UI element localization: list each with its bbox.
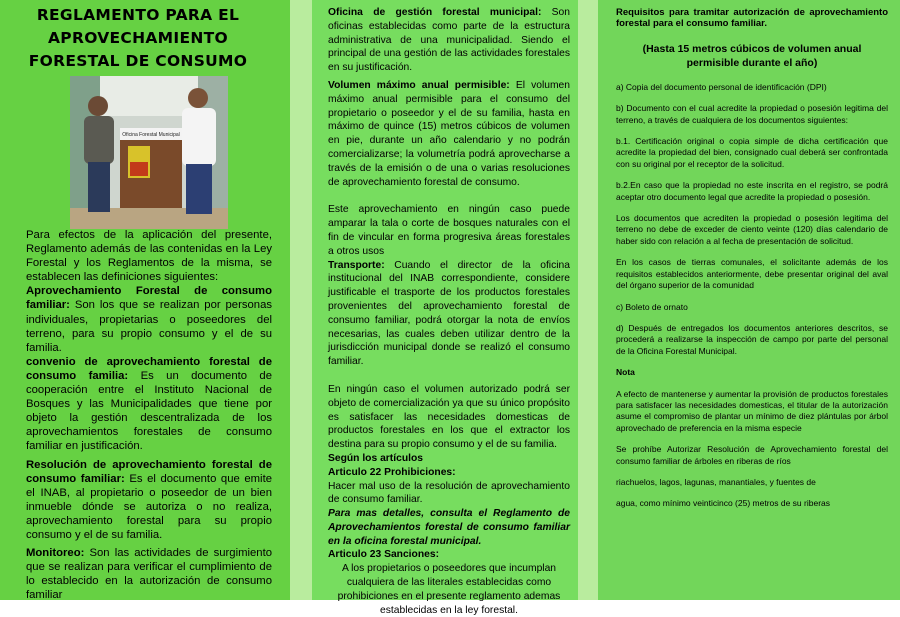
articulo-23-heading: Articulo 23 Sanciones:: [328, 549, 440, 561]
nota-label: Nota: [616, 367, 635, 378]
definition-consumo-familiar: Aprovechamiento Forestal de consumo familiar: Son los que se realizan por personas individuales, propietarias o poseedores del terreno, para su propio consumo y el de su familia.: [26, 285, 272, 354]
nota-item: riachuelos, lagos, lagunas, manantiales, y fuentes de: [616, 476, 816, 487]
brochure-title: REGLAMENTO PARA EL APROVECHAMIENTO FORESTAL DE CONSUMO: [28, 6, 248, 70]
office-sign-text: Oficina Forestal Municipal: [122, 132, 180, 138]
definitions-intro: Para efectos de la aplicación del presente, Reglamento además de las contenidas en la Ley Forestal y los Reglamentos de la misma, se establecen las definiciones siguientes:: [26, 229, 272, 284]
comercializacion-paragraph: En ningún caso el volumen autorizado podrá ser objeto de comercialización ya que su único propósito es satisfacer las necesidades domesticas de productos forestales en los que el extractor los destina para su propio consumo y el de su familia.: [328, 383, 570, 451]
requirement-item: b.1. Certificación original o copia simple de dicha certificación que acredite la propiedad del bien, consignado cual deberá ser confrontada con su original por el receptor de la solicitud.: [616, 136, 888, 169]
nota-item: Se prohíbe Autorizar Resolución de Aprovechamiento forestal del consumo familiar de árboles en riberas de ríos: [616, 444, 888, 466]
panel-right: [598, 0, 900, 600]
fold-gutter-left: [290, 0, 312, 600]
definition-monitoreo: Monitoreo: Son las actividades de surgimiento que se realizan para verificar el cumplimiento de lo establecido en la autorización de consumo familiar: [26, 547, 272, 602]
requirement-item: b) Documento con el cual acredite la propiedad o posesión legitima del terreno, a través de cualquiera de los documentos siguientes:: [616, 103, 888, 125]
office-photo-illustration: [70, 76, 228, 229]
segun-articulos: Según los artículos: [328, 452, 423, 464]
panel-left: [0, 0, 290, 600]
definition-resolucion: Resolución de aprovechamiento forestal de consumo familiar: Es el documento que emite el INAB, al propietario o poseedor de un bien inmueble dónde se autoriza o no realiza, aprovechamiento forestal para su propio consumo y el de su familia.: [26, 458, 272, 541]
volumen-maximo-paragraph: Volumen máximo anual permisible: El volumen máximo anual permisible para el consumo del propietario o poseedor y el de su familia, hasta en máximo de quince (15) metros cúbicos de volumen en pie, durante un año calendario y no podrán comercializarse; la volumetría podrá aprovecharse a través de la emisión o de una o varias resoluciones de aprovechamiento forestal de consumo.: [328, 79, 570, 188]
transporte-paragraph: Transporte: Cuando el director de la oficina institucional del INAB correspondiente, considere justificable el trasporte de los productos forestales provenientes del aprovechamiento forestal de consumo familiar, podrá otorgar la nota de envíos necesarias, las cuales deben utilizar dentro de la jurisdicción municipal donde se realizó el consumo familiar.: [328, 259, 570, 368]
definition-convenio: convenio de aprovechamiento forestal de consumo familia: Es un documento de cooperación entre el Instituto Nacional de Bosques y las Municipalidades que tiene por objeto la gestión descentralizada de los aprovechamientos forestales de consumo familiar en justificación.: [26, 355, 272, 453]
articulo-23-text: A los propietarios o poseedores que incumplan cualquiera de las literales establecidas como prohibiciones en el presente reglamento ademas establecidas en la ley forestal.: [337, 563, 561, 616]
panel-middle: [312, 0, 578, 616]
fold-gutter-right: [578, 0, 598, 600]
requirements-section: [598, 0, 900, 510]
requirement-item: b.2.En caso que la propiedad no este inscrita en el registro, se podrá aceptar otro documento legal que acredite la propiedad o posesión.: [616, 180, 888, 202]
definitions-section: [26, 228, 272, 602]
requirement-item: En los casos de tierras comunales, el solicitante además de los requisitos establecidos anteriormente, debe presentar original del aval del órgano superior de la comunidad: [616, 257, 888, 291]
mas-detalles-note: Para mas detalles, consulta el Reglamento de Aprovechamientos forestal de consumo familiar en la oficina forestal municipal.: [328, 508, 570, 547]
requirement-item: a) Copia del documento personal de identificación (DPI): [616, 81, 827, 92]
oficina-gestion-paragraph: Oficina de gestión forestal municipal: Son oficinas establecidas como parte de la estructura administrativa de una municipalidad. Siendo el principal de una gestión de las actividades forestales en su justificación.: [328, 7, 570, 74]
nota-item: A efecto de mantenerse y aumentar la provisión de productos forestales para satisfacer las necesidades domesticas, el titular de la autorización asume el compromiso de plantar un mínimo de diez plántulas por árbol aprovechado de preferencia en la misma especie: [616, 388, 888, 433]
nota-item: agua, como mínimo veinticinco (25) metros de su riberas: [616, 498, 831, 509]
requirement-item: Los documentos que acrediten la propiedad o posesión legitima del terreno no debe de exceder de ciento veinte (120) días calendario de haber sido con relación a al fecha de presentación de solicitud.: [616, 213, 888, 246]
regulation-section: [312, 0, 578, 617]
office-photo: [70, 76, 228, 229]
articulo-22-heading: Articulo 22 Prohibiciones:: [328, 466, 456, 478]
articulo-22-text: Hacer mal uso de la resolución de aprovechamiento de consumo familiar.: [328, 480, 570, 506]
requirements-heading: Requisitos para tramitar autorización de aprovechamiento forestal para el consumo familiar.: [616, 7, 888, 30]
requirements-subheading: (Hasta 15 metros cúbicos de volumen anual permisible durante el año): [642, 42, 862, 69]
requirement-item: c) Boleto de ornato: [616, 301, 688, 312]
aprovechamiento-paragraph: Este aprovechamiento en ningún caso puede amparar la tala o corte de bosques naturales con el fin de vincular en forma progresiva áreas forestales a otros usos: [328, 204, 570, 257]
requirement-item: d) Después de entregados los documentos anteriores descritos, se procederá a realizarse la inspección de campo por parte del personal de la Oficina Forestal Municipal.: [616, 322, 888, 356]
